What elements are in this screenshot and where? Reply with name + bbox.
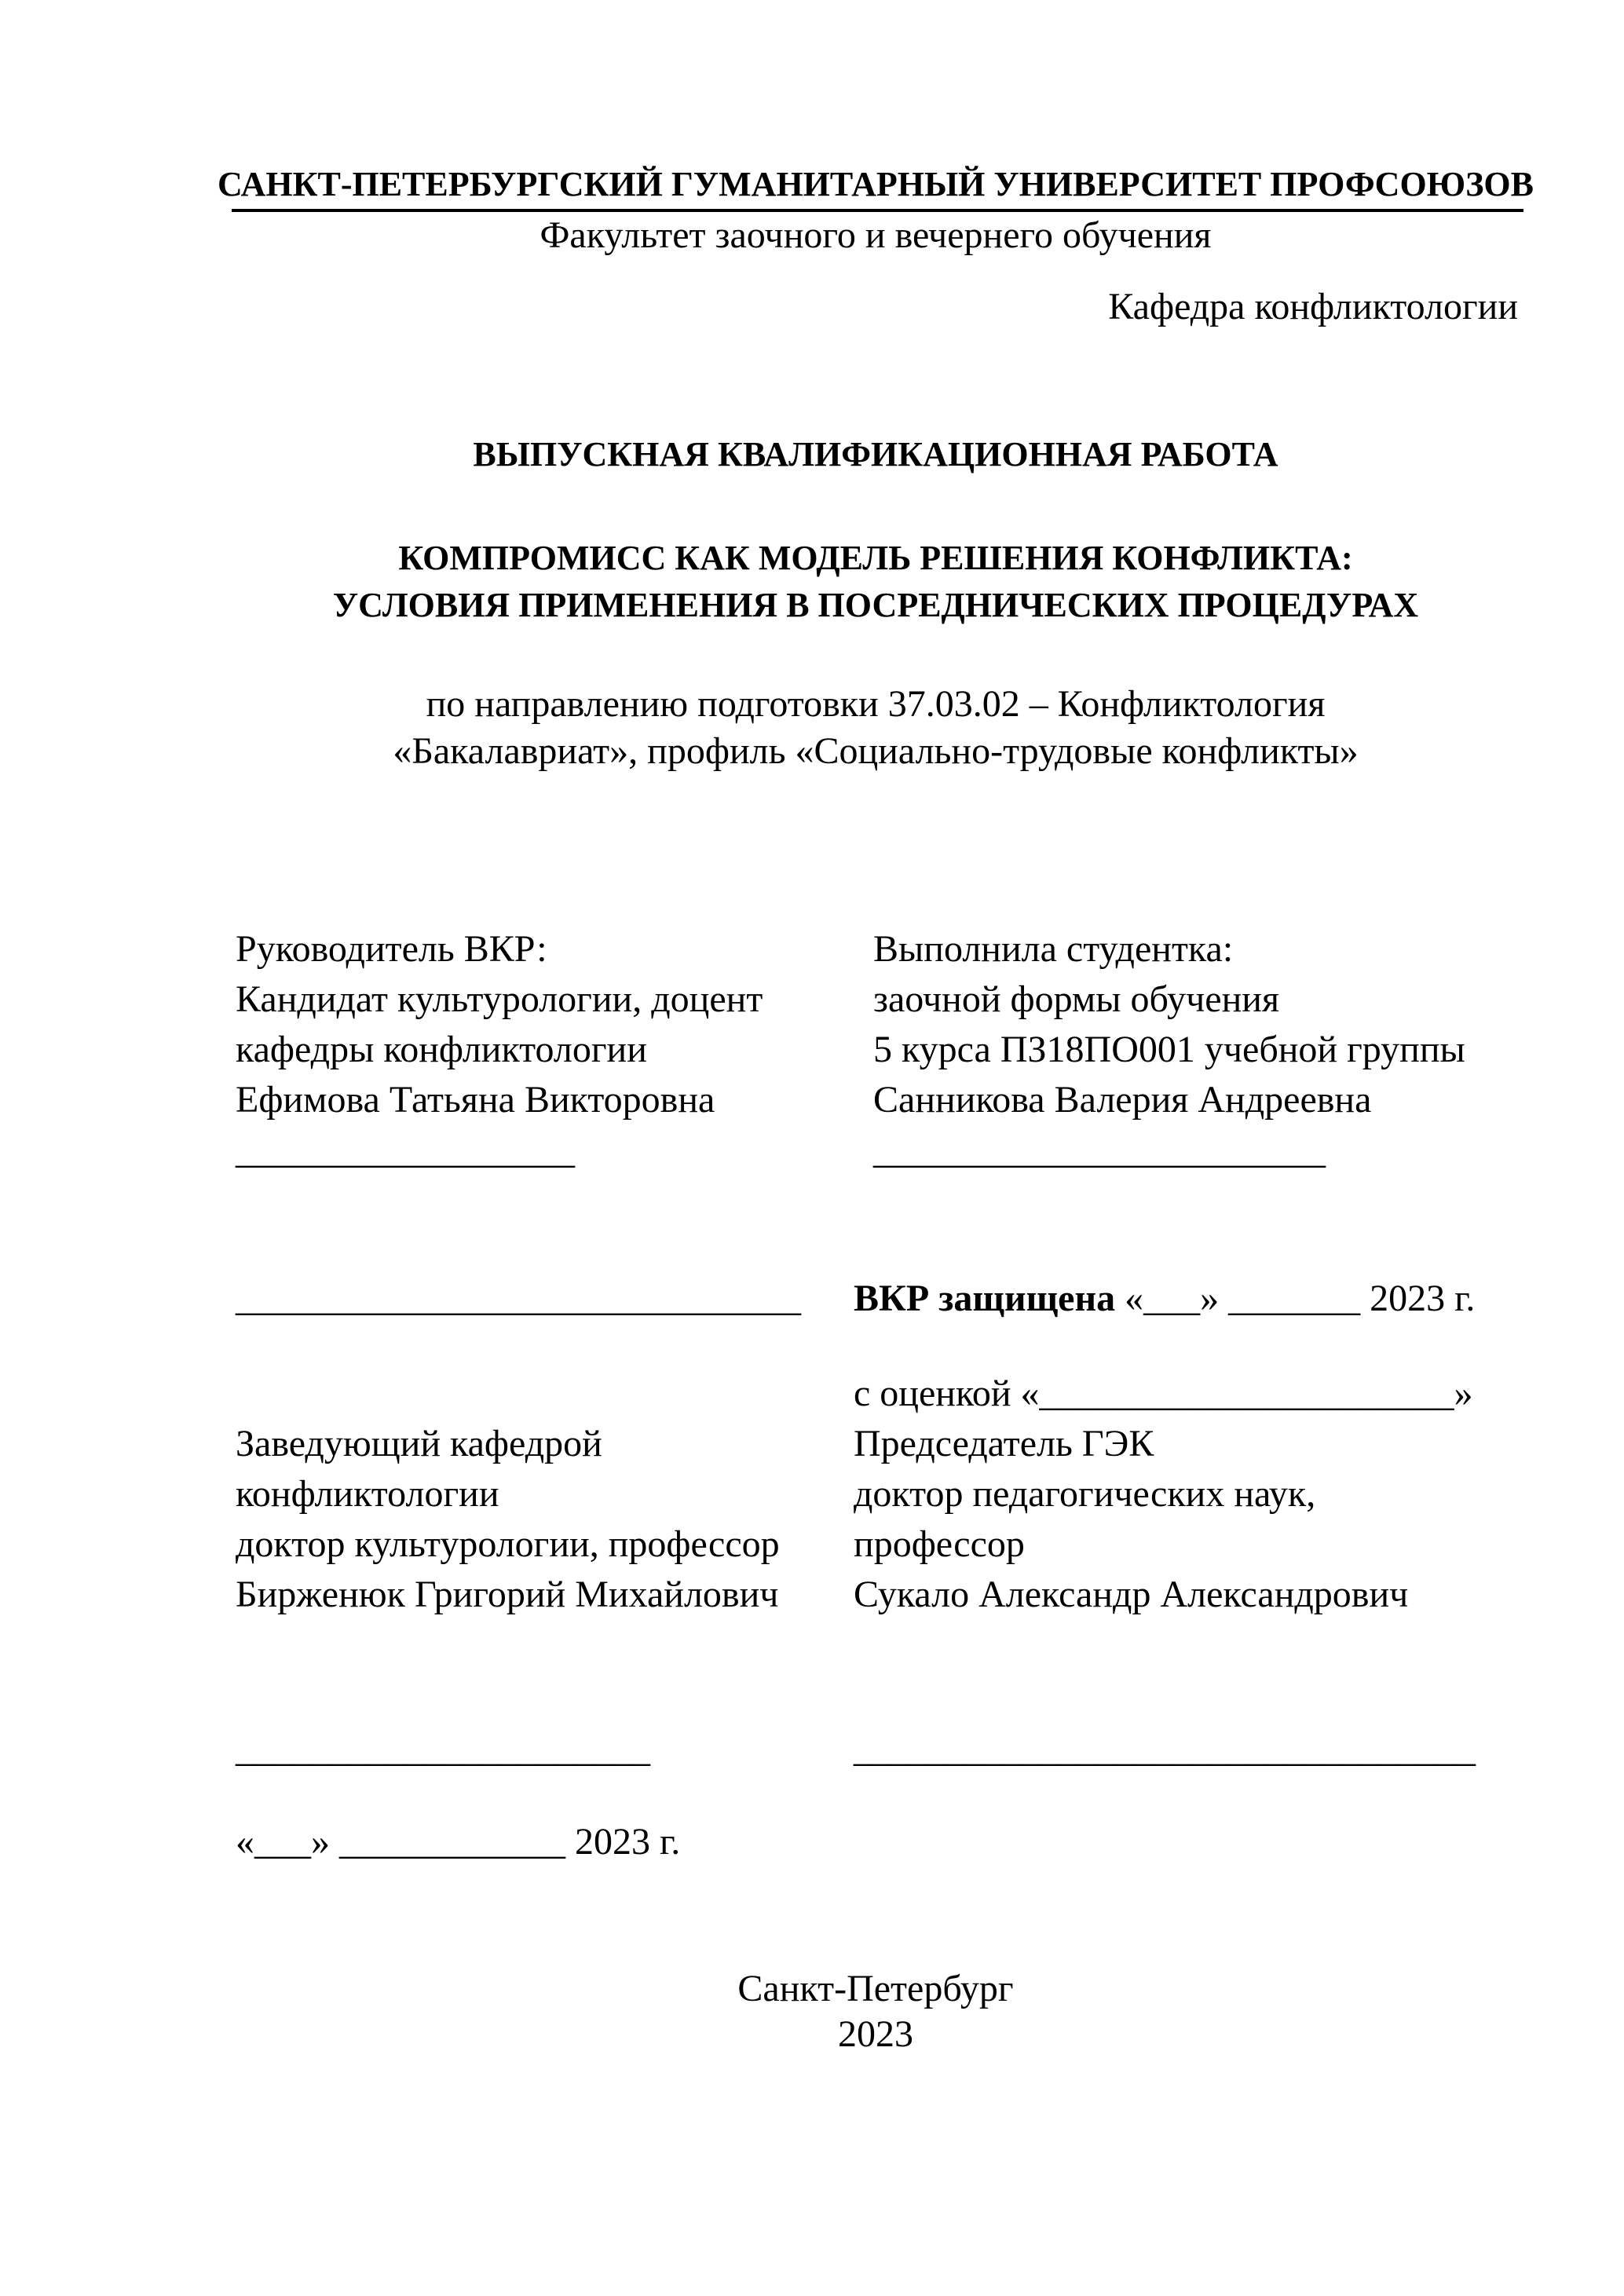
footer-city: Санкт-Петербург — [737, 1968, 1014, 2009]
head-signature-line: ______________________ — [236, 1728, 650, 1770]
footer-year: 2023 — [838, 2013, 913, 2055]
chair-degree: доктор педагогических наук, — [854, 1473, 1316, 1515]
work-title-line1: КОМПРОМИСС КАК МОДЕЛЬ РЕШЕНИЯ КОНФЛИКТА: — [398, 539, 1353, 577]
defense-date: «___» _______ 2023 г. — [1115, 1278, 1476, 1319]
defense-status — [854, 1274, 1475, 1324]
head-date: «___» ____________ 2023 г. — [236, 1821, 681, 1863]
student-group: 5 курса ПЗ18ПО001 учебной группы — [873, 1029, 1465, 1070]
direction-line2: «Бакалавриат», профиль «Социально-трудовые конфликты» — [393, 730, 1359, 772]
defense-label: ВКР защищена — [854, 1278, 1116, 1319]
chair-signature-line: _________________________________ — [854, 1728, 1476, 1770]
student-signature-line: ________________________ — [873, 1130, 1326, 1172]
chair-title: Председатель ГЭК — [854, 1423, 1154, 1464]
department-name: Кафедра конфликтологии — [1108, 286, 1518, 327]
student-form: заочной формы обучения — [873, 978, 1280, 1020]
student-name: Санникова Валерия Андреевна — [873, 1079, 1372, 1121]
supervisor-name: Ефимова Татьяна Викторовна — [236, 1079, 715, 1121]
defense-grade: с оценкой «______________________» — [854, 1373, 1473, 1414]
head-name: Бирженюк Григорий Михайлович — [236, 1574, 779, 1615]
supervisor-label: Руководитель ВКР: — [236, 928, 547, 970]
head-degree: доктор культурологии, профессор — [236, 1523, 780, 1565]
supervisor-signature-line: __________________ — [236, 1130, 575, 1172]
defense-left-line: ______________________________ — [236, 1278, 801, 1319]
supervisor-degree: Кандидат культурологии, доцент — [236, 978, 763, 1020]
supervisor-department: кафедры конфликтологии — [236, 1029, 647, 1070]
head-department: конфликтологии — [236, 1473, 499, 1515]
chair-name: Сукало Александр Александрович — [854, 1574, 1409, 1615]
head-title: Заведующий кафедрой — [236, 1423, 602, 1464]
student-label: Выполнила студентка: — [873, 928, 1234, 970]
work-type: ВЫПУСКНАЯ КВАЛИФИКАЦИОННАЯ РАБОТА — [473, 435, 1278, 473]
direction-line1: по направлению подготовки 37.03.02 – Конфликтология — [426, 683, 1326, 725]
faculty-name: Факультет заочного и вечернего обучения — [540, 214, 1212, 256]
work-title-line2: УСЛОВИЯ ПРИМЕНЕНИЯ В ПОСРЕДНИЧЕСКИХ ПРОЦЕДУРАХ — [332, 586, 1419, 624]
chair-rank: профессор — [854, 1523, 1025, 1565]
university-name: САНКТ-ПЕТЕРБУРГСКИЙ ГУМАНИТАРНЫЙ УНИВЕРСИТЕТ ПРОФСОЮЗОВ — [217, 165, 1534, 203]
